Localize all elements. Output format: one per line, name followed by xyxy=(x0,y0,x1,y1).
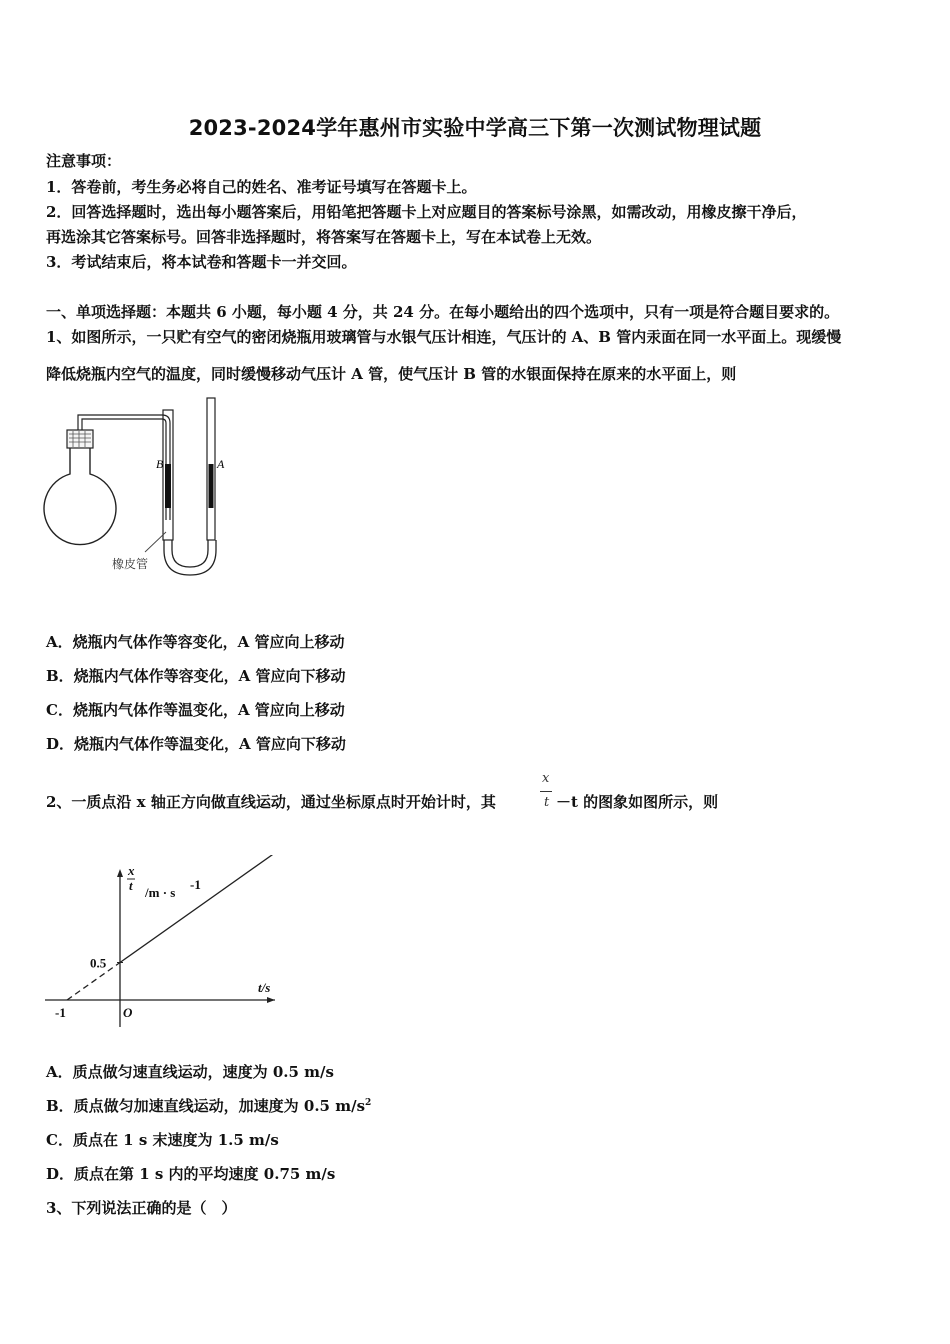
q2-stem-after: －t 的图象如图所示，则 xyxy=(556,793,719,811)
q2-option-b[interactable] xyxy=(46,1095,371,1116)
x-axis-label: t/s xyxy=(258,980,271,995)
section-heading: 一、单项选择题：本题共 6 小题，每小题 4 分，共 24 分。在每小题给出的四个选项中，只有一项是符合题目要求的。 xyxy=(46,303,840,321)
page-title: 2023-2024学年惠州市实验中学高三下第一次测试物理试题 xyxy=(188,116,762,140)
q2-option-b-text: B．质点做匀加速直线运动，加速度为 0.5 m/s xyxy=(46,1097,366,1115)
x-axis-arrow xyxy=(267,997,275,1003)
q1-option-b[interactable]: B．烧瓶内气体作等容变化，A 管应向下移动 xyxy=(46,667,346,685)
tube-b-mercury xyxy=(165,464,171,508)
y-tick-label: 0.5 xyxy=(90,955,107,971)
q1-flask-manometer-figure xyxy=(40,390,250,590)
glass-tube-inner xyxy=(82,419,166,520)
flask-bulb xyxy=(44,448,116,545)
q1-option-d[interactable]: D．烧瓶内气体作等温变化，A 管应向下移动 xyxy=(46,735,346,753)
hose-leader-line xyxy=(145,532,166,552)
origin-label: O xyxy=(123,1005,133,1020)
q1-option-a[interactable]: A．烧瓶内气体作等容变化，A 管应向上移动 xyxy=(46,633,345,651)
notice-line-4: 3．考试结束后，将本试卷和答题卡一并交回。 xyxy=(46,253,357,271)
y-label-unit: /m · s xyxy=(145,885,176,900)
q1-stem-line-2: 降低烧瓶内空气的温度，同时缓慢移动气压计 A 管，使气压计 B 管的水银面保持在原来的水平面上，则 xyxy=(46,365,737,383)
q2-option-a[interactable]: A．质点做匀速直线运动，速度为 0.5 m/s xyxy=(46,1063,334,1081)
y-label-unit-sup: -1 xyxy=(190,877,201,892)
q2-stem-before: 2、一质点沿 x 轴正方向做直线运动，通过坐标原点时开始计时，其 xyxy=(46,793,496,811)
y-label-den: t xyxy=(129,878,133,893)
q2-option-b-sup: 2 xyxy=(365,1098,372,1108)
q1-stem-line-1: 1、如图所示，一只贮有空气的密闭烧瓶用玻璃管与水银气压计相连，气压计的 A、B 管内汞面在同一水平面上。现缓慢 xyxy=(46,328,842,346)
notice-heading: 注意事项： xyxy=(46,152,122,170)
q2-option-d[interactable]: D．质点在第 1 s 内的平均速度 0.75 m/s xyxy=(46,1165,336,1183)
q1-option-c[interactable]: C．烧瓶内气体作等温变化，A 管应向上移动 xyxy=(46,701,345,719)
q2-xt-graph xyxy=(40,855,290,1030)
x-tick-label: -1 xyxy=(55,1005,66,1020)
series-solid-line xyxy=(120,855,274,963)
q2-frac-num: x xyxy=(542,771,550,786)
y-label-num: x xyxy=(128,863,135,878)
tube-a-mercury xyxy=(209,464,214,508)
rubber-hose-inner xyxy=(172,540,208,567)
q2-frac-den: t xyxy=(544,795,550,810)
notice-line-1: 1．答卷前，考生务必将自己的姓名、准考证号填写在答题卡上。 xyxy=(46,178,477,196)
flask-stopper xyxy=(67,430,93,448)
q3-stem: 3、下列说法正确的是（ ） xyxy=(46,1199,237,1217)
y-axis-arrow xyxy=(117,869,123,877)
notice-line-3: 再选涂其它答案标号。回答非选择题时，将答案写在答题卡上，写在本试卷上无效。 xyxy=(46,228,602,246)
q2-frac-bar xyxy=(540,791,552,792)
label-rubber-hose: 橡皮管 xyxy=(112,557,149,571)
label-a: A xyxy=(217,457,225,471)
q2-option-c[interactable]: C．质点在 1 s 末速度为 1.5 m/s xyxy=(46,1131,279,1149)
notice-line-2: 2．回答选择题时，选出每小题答案后，用铅笔把答题卡上对应题目的答案标号涂黑，如需改动，用橡皮擦干净后， xyxy=(46,203,807,221)
label-b: B xyxy=(156,457,164,471)
